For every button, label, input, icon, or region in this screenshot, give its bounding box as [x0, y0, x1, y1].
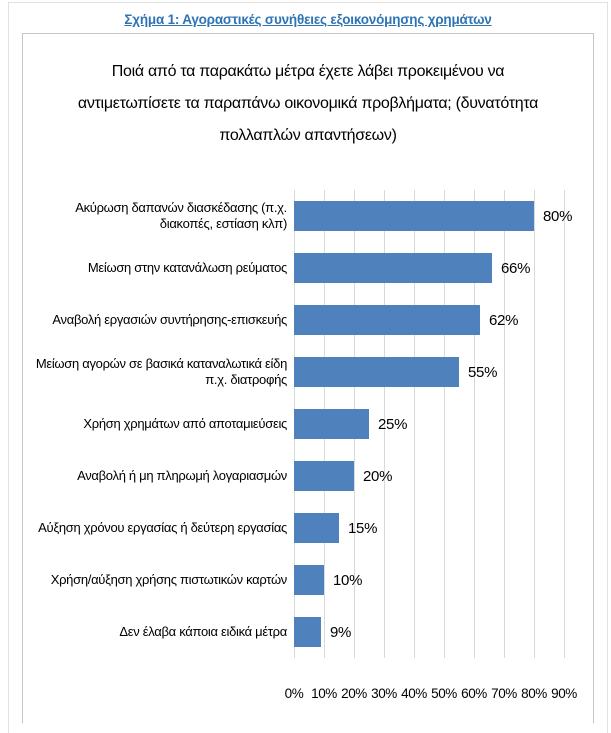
bar-row — [23, 398, 593, 450]
category-label: Αύξηση χρόνου εργασίας ή δεύτερη εργασίας — [38, 519, 287, 535]
value-label: 66% — [501, 259, 531, 277]
value-label: 15% — [348, 519, 378, 537]
value-label: 25% — [378, 415, 408, 433]
category-label: Αναβολή ή μη πληρωμή λογαριασμών — [77, 467, 287, 483]
bar — [294, 513, 339, 543]
chart-title: Ποιά από τα παρακάτω μέτρα έχετε λάβει προκειμένου να αντιμετωπίσετε τα παραπάνω οικονομικά προβλήματα; (δυνατότητα πολλαπλών απαντήσεων) — [77, 63, 539, 144]
bar-area — [294, 398, 593, 450]
x-axis-tick: 0% — [284, 686, 304, 701]
chart-plot-area — [23, 190, 593, 658]
bar-area — [294, 554, 593, 606]
bar-row — [23, 242, 593, 294]
category-label: Μείωση στην κατανάλωση ρεύματος — [87, 259, 287, 275]
category-label: Χρήση χρημάτων από αποταμιεύσεις — [83, 415, 287, 431]
bar — [294, 617, 321, 647]
bar — [294, 565, 324, 595]
bar-area — [294, 346, 593, 398]
category-label: Μείωση αγορών σε βασικά καταναλωτικά είδη π.χ. διατροφής — [35, 355, 287, 387]
bar-area — [294, 502, 593, 554]
bar — [294, 305, 480, 335]
x-axis — [284, 686, 593, 704]
bar — [294, 253, 492, 283]
bar — [294, 357, 459, 387]
bar-area — [294, 606, 593, 658]
category-label: Δεν έλαβα κάποια ειδικά μέτρα — [119, 623, 287, 639]
figure-caption: Σχήμα 1: Αγοραστικές συνήθειες εξοικονόμησης χρημάτων — [124, 12, 492, 27]
category-label: Ακύρωση δαπανών διασκέδασης (π.χ. διακοπές, εστίαση κλπ) — [75, 199, 287, 231]
value-label: 62% — [489, 311, 519, 329]
chart-frame — [22, 33, 594, 723]
x-axis-tick: 50% — [431, 686, 457, 701]
category-label: Χρήση/αύξηση χρήσης πιστωτικών καρτών — [50, 571, 287, 587]
x-axis-tick: 40% — [401, 686, 427, 701]
bar — [294, 409, 369, 439]
x-axis-tick: 70% — [491, 686, 517, 701]
x-axis-tick: 60% — [461, 686, 487, 701]
value-label: 80% — [543, 207, 573, 225]
x-axis-tick: 10% — [311, 686, 337, 701]
value-label: 20% — [363, 467, 393, 485]
value-label: 10% — [333, 571, 363, 589]
bar-row — [23, 606, 593, 658]
bar-row — [23, 346, 593, 398]
bar-row — [23, 554, 593, 606]
x-axis-tick: 80% — [521, 686, 547, 701]
bar-row — [23, 294, 593, 346]
x-axis-tick: 90% — [551, 686, 577, 701]
bar — [294, 461, 354, 491]
bar-area — [294, 242, 593, 294]
value-label: 55% — [468, 363, 498, 381]
bar-area — [294, 450, 593, 502]
bar-row — [23, 502, 593, 554]
bar-area — [294, 294, 593, 346]
category-label: Αναβολή εργασιών συντήρησης-επισκευής — [52, 311, 287, 327]
value-label: 9% — [330, 623, 352, 641]
x-axis-tick: 30% — [371, 686, 397, 701]
document-page — [8, 2, 608, 733]
x-axis-tick: 20% — [341, 686, 367, 701]
bar-row — [23, 190, 593, 242]
bar-area — [294, 190, 593, 242]
bar — [294, 201, 534, 231]
chart-rows — [23, 190, 593, 658]
bar-row — [23, 450, 593, 502]
